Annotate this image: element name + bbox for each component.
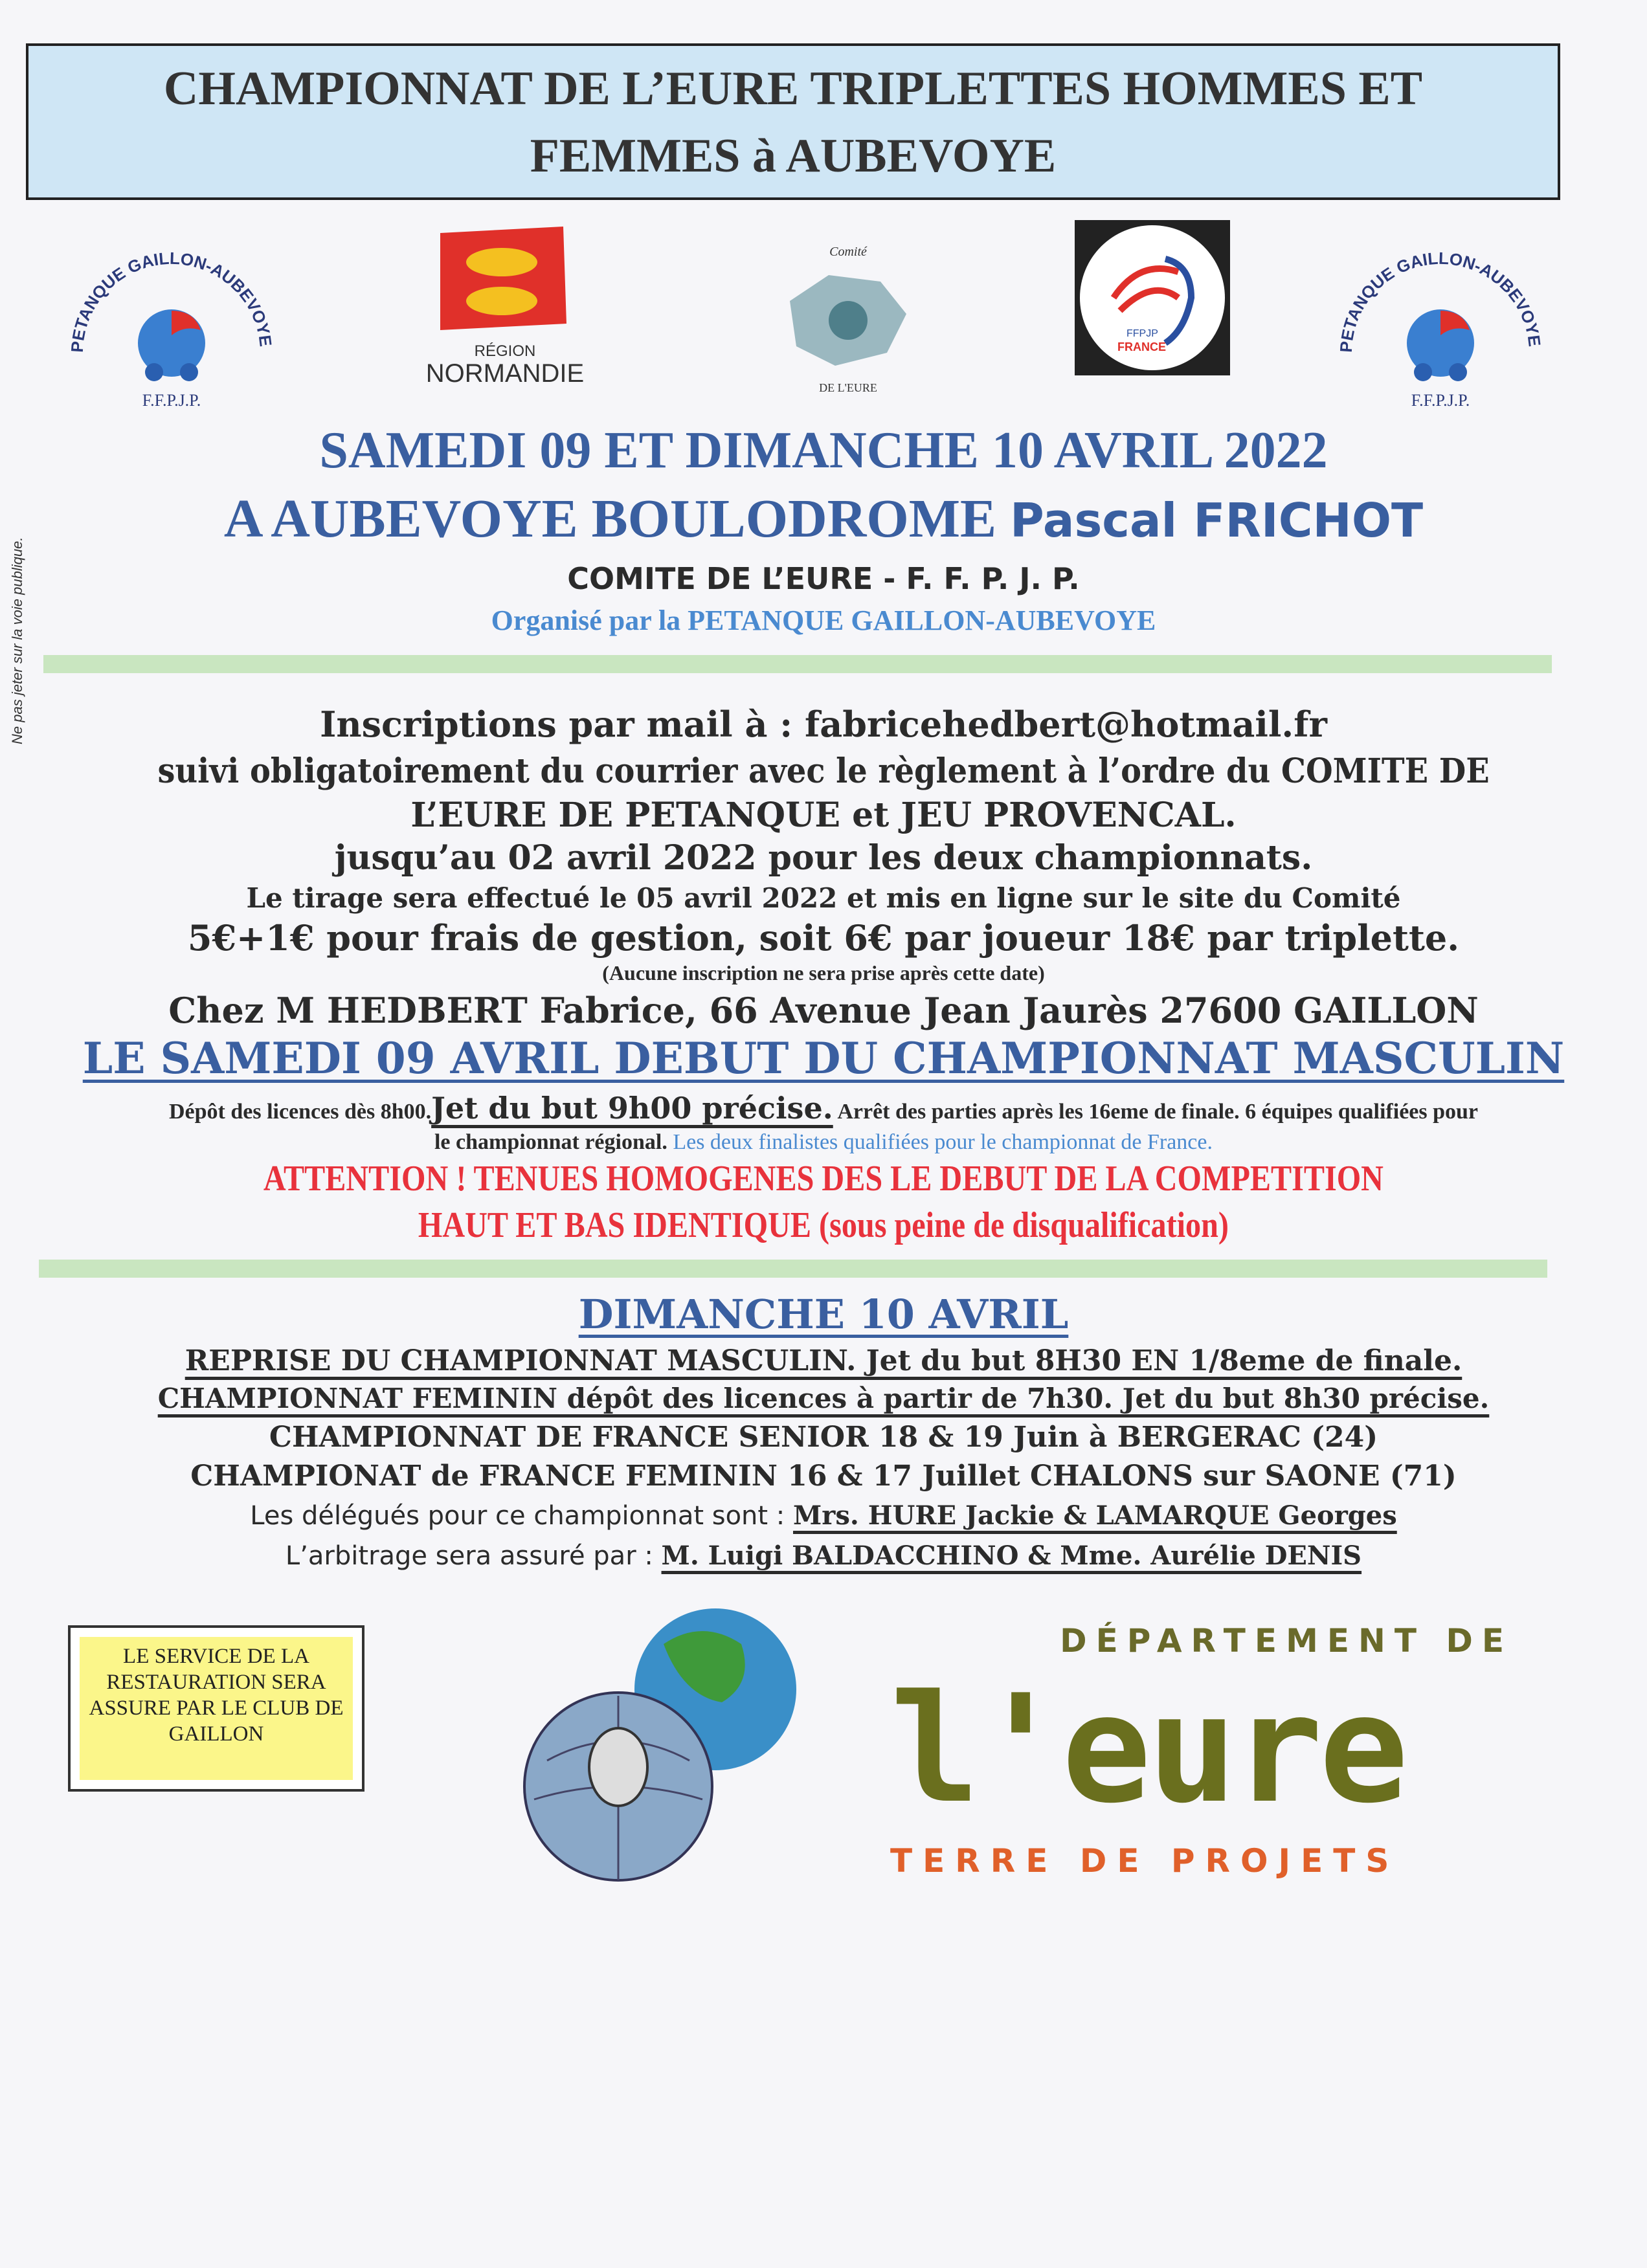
club-logo-sub: F.F.P.J.P. [142,391,201,410]
attention-text-2: HAUT ET BAS IDENTIQUE (sous peine de disqualification) [418,1205,1229,1245]
restauration-box [68,1625,364,1792]
tirage-line: Le tirage sera effectué le 05 avril 2022 et mis en ligne sur le site du Comité [246,882,1401,914]
ffpjp-france: FRANCE [1117,340,1166,353]
courrier-text: suivi obligatoirement du courrier avec le règlement à l’ordre du COMITE DE [157,751,1490,791]
comite-line: COMITE DE L’EURE - F. F. P. J. P. [567,561,1080,596]
comite-logo [777,217,919,405]
club-logo-sub: F.F.P.J.P. [1411,391,1470,410]
comite-top: Comité [829,245,867,259]
regional-text: le championnat régional. [434,1130,673,1154]
courrier-line [0,752,1647,791]
arbitrage-label: L’arbitrage sera assuré par : [285,1541,662,1571]
restauration-text: LE SERVICE DE LA RESTAURATION SERA ASSURE PAR LE CLUB DE GAILLON [80,1637,353,1780]
event-venue [0,487,1647,553]
club-logo-text: PETANQUE GAILLON-AUBEVOYE [67,248,276,353]
ffpjp-text: FFPJP [1126,328,1158,339]
delegues-names: Mrs. HURE Jackie & LAMARQUE Georges [793,1500,1397,1531]
samedi-details [0,1090,1647,1130]
normandie-logo [414,227,609,388]
delegues-line [0,1499,1647,1533]
divider [39,1260,1547,1278]
eure-logo-top: DÉPARTEMENT DE [1060,1622,1513,1660]
comite-order-line: L’EURE DE PETANQUE et JEU PROVENCAL. [410,795,1237,835]
jet-text: Jet du but 9h00 précise. [431,1091,833,1126]
region-small: RÉGION [474,342,536,360]
address-line: Chez M HEDBERT Fabrice, 66 Avenue Jean Jaurès 27600 GAILLON [168,990,1479,1031]
event-dates: SAMEDI 09 ET DIMANCHE 10 AVRIL 2022 [319,422,1328,479]
dimanche-line-4: CHAMPIONAT de FRANCE FEMININ 16 & 17 Juillet CHALONS sur SAONE (71) [190,1460,1457,1493]
finalistes-text: Les deux finalistes qualifiées pour le championnat de France. [673,1130,1213,1154]
arret-text: Arrêt des parties après les 16eme de finale. 6 équipes qualifiées pour [833,1100,1479,1124]
dimanche-heading: DIMANCHE 10 AVRIL [578,1291,1069,1338]
club-logo-left [67,217,276,411]
venue-name: A AUBEVOYE BOULODROME [223,489,1011,549]
arbitrage-names: M. Luigi BALDACCHINO & Mme. Aurélie DENIS [661,1540,1362,1571]
club-logo-right [1336,217,1545,411]
globe-illustration [521,1605,806,1884]
deadline-line: jusqu’au 02 avril 2022 pour les deux championnats. [334,838,1313,878]
eure-department-logo [890,1621,1513,1893]
samedi-heading: LE SAMEDI 09 AVRIL DEBUT DU CHAMPIONNAT MASCULIN [82,1033,1565,1084]
club-logo-text: PETANQUE GAILLON-AUBEVOYE [1336,248,1545,353]
attention-line-1 [0,1159,1647,1199]
organiser-line: Organisé par la PETANQUE GAILLON-AUBEVOYE [491,605,1156,636]
eure-logo-main: l'eure [890,1663,1405,1836]
region-name: NORMANDIE [425,359,585,388]
arbitrage-line [0,1539,1647,1573]
depot-text: Dépôt des licences dès 8h00. [168,1100,432,1124]
title-line-2: FEMMES à AUBEVOYE [530,129,1057,183]
no-late-line: (Aucune inscription ne sera prise après cette date) [602,961,1045,984]
comite-bottom: DE L'EURE [819,381,877,394]
side-note: Ne pas jeter sur la voie publique. [9,537,25,744]
inscriptions-line: Inscriptions par mail à : fabricehedbert@hotmail.fr [320,704,1327,745]
dimanche-line-3: CHAMPIONNAT DE FRANCE SENIOR 18 & 19 Juin à BERGERAC (24) [269,1421,1378,1454]
dimanche-line-1: REPRISE DU CHAMPIONNAT MASCULIN. Jet du but 8H30 EN 1/8eme de finale. [185,1344,1462,1377]
divider [43,655,1552,673]
delegues-label: Les délégués pour ce championnat sont : [250,1501,793,1531]
attention-line-2 [0,1205,1647,1245]
eure-logo-bottom: TERRE DE PROJETS [890,1842,1400,1880]
title-box [26,43,1560,200]
samedi-details-2 [0,1130,1647,1155]
attention-text-1: ATTENTION ! TENUES HOMOGENES DES LE DEBUT DE LA COMPETITION [263,1159,1384,1199]
venue-person: Pascal FRICHOT [1010,493,1424,548]
price-line: 5€+1€ pour frais de gestion, soit 6€ par joueur 18€ par triplette. [187,917,1460,959]
title-line-1: CHAMPIONNAT DE L’EURE TRIPLETTES HOMMES ET [163,62,1423,115]
ffpjp-logo [1075,220,1230,375]
dimanche-line-2: CHAMPIONNAT FEMININ dépôt des licences à partir de 7h30. Jet du but 8h30 précise. [157,1383,1490,1414]
